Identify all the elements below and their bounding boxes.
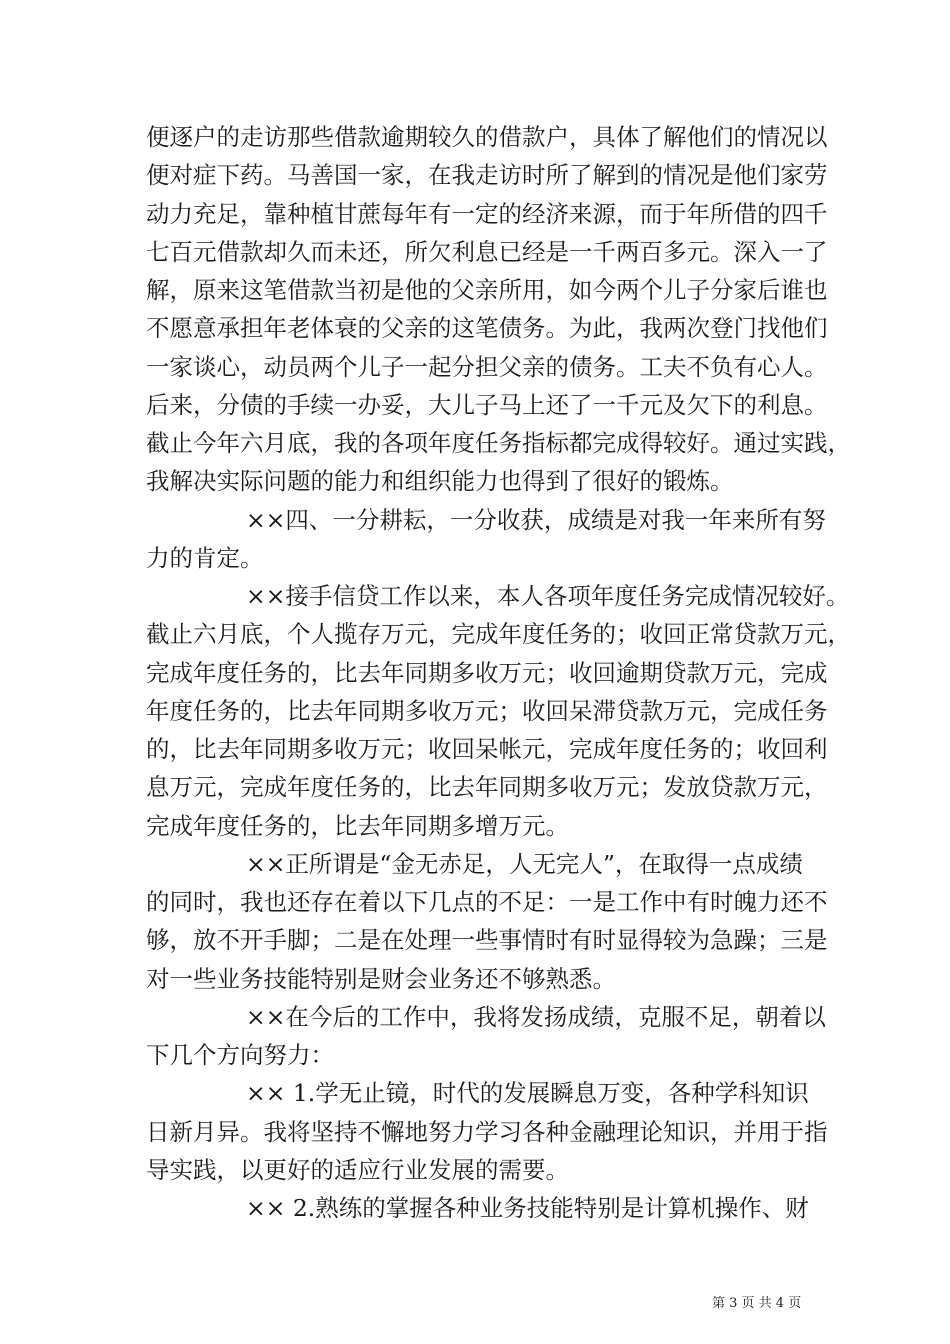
text-line: 截止六月底，个人揽存万元，完成年度任务的；收回正常贷款万元， (146, 620, 851, 648)
text-line: 动力充足，靠种植甘蔗每年有一定的经济来源，而于年所借的四千 (146, 200, 828, 228)
section-heading: ××四、一分耕耘，一分收获，成绩是对我一年来所有努 (246, 506, 826, 534)
text-line: 不愿意承担年老体衰的父亲的这笔债务。为此，我两次登门找他们 (146, 314, 828, 342)
text-line: 日新月异。我将坚持不懈地努力学习各种金融理论知识，并用于指 (146, 1118, 828, 1146)
text-line: 导实践，以更好的适应行业发展的需要。 (146, 1156, 569, 1184)
paragraph-start: ××接手信贷工作以来，本人各项年度任务完成情况较好。 (246, 582, 850, 610)
text-line: 的，比去年同期多收万元；收回呆帐元，完成年度任务的；收回利 (146, 735, 828, 763)
list-item: ×× 1.学无止镜，时代的发展瞬息万变，各种学科知识 (246, 1079, 809, 1107)
text-line: 一家谈心，动员两个儿子一起分担父亲的债务。工夫不负有心人。 (146, 353, 828, 381)
text-line: 截止今年六月底，我的各项年度任务指标都完成得较好。通过实践， (146, 429, 851, 457)
text-line: 年度任务的，比去年同期多收万元；收回呆滞贷款万元，完成任务 (146, 697, 828, 725)
text-line: 对一些业务技能特别是财会业务还不够熟悉。 (146, 965, 616, 993)
text-line: 解，原来这笔借款当初是他的父亲所用，如今两个儿子分家后谁也 (146, 276, 828, 304)
text-line: 够，放不开手脚；二是在处理一些事情时有时显得较为急躁；三是 (146, 926, 828, 954)
text-line: 便对症下药。马善国一家，在我走访时所了解到的情况是他们家劳 (146, 161, 828, 189)
text-line: 的同时，我也还存在着以下几点的不足：一是工作中有时魄力还不 (146, 888, 828, 916)
paragraph-start: ××正所谓是“金无赤足，人无完人”，在取得一点成绩 (246, 850, 803, 878)
page-number: 第 3 页 共 4 页 (712, 1296, 802, 1311)
text-line: 完成年度任务的，比去年同期多收万元；收回逾期贷款万元，完成 (146, 659, 828, 687)
text-line: 力的肯定。 (146, 544, 264, 572)
text-line: 我解决实际问题的能力和组织能力也得到了很好的锻炼。 (146, 467, 734, 495)
text-line: 下几个方向努力： (146, 1041, 334, 1069)
text-line: 七百元借款却久而未还，所欠利息已经是一千两百多元。深入一了 (146, 238, 828, 266)
text-line: 完成年度任务的，比去年同期多增万元。 (146, 812, 569, 840)
text-line: 息万元，完成年度任务的，比去年同期多收万元；发放贷款万元， (146, 773, 828, 801)
paragraph-start: ××在今后的工作中，我将发扬成绩，克服不足，朝着以 (246, 1003, 826, 1031)
text-line: 后来，分债的手续一办妥，大儿子马上还了一千元及欠下的利息。 (146, 391, 828, 419)
list-item: ×× 2.熟练的掌握各种业务技能特别是计算机操作、财 (246, 1194, 809, 1222)
text-line: 便逐户的走访那些借款逾期较久的借款户，具体了解他们的情况以 (146, 123, 828, 151)
